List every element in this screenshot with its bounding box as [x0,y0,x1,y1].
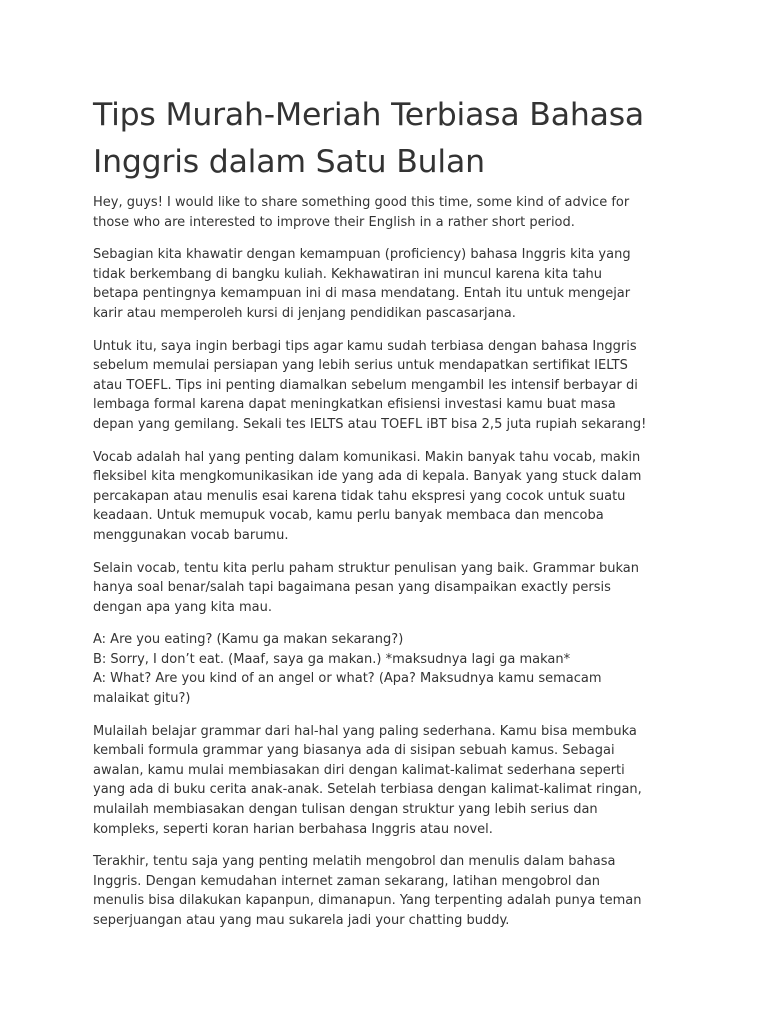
paragraph-dialogue: A: Are you eating? (Kamu ga makan sekarang?) B: Sorry, I don’t eat. (Maaf, saya ga makan.) *maksudnya lagi ga makan* A: What? Are you kind of an angel or what? (Apa? Maksudnya kamu semacam malaikat gitu?) [93,632,602,707]
document-page [93,92,678,944]
paragraph-vocab: Vocab adalah hal yang penting dalam komunikasi. Makin banyak tahu vocab, makin fleksibel kita mengkomunikasikan ide yang ada di kepala. Banyak yang stuck dalam percakapan atau menulis esai karena tidak tahu ekspresi yang cocok untuk suatu keadaan. Untuk memupuk vocab, kamu perlu banyak membaca dan mencoba menggunakan vocab barumu. [93,449,642,543]
article-title: Tips Murah-Meriah Terbiasa Bahasa Inggris dalam Satu Bulan [93,97,645,180]
paragraph-grammar-tips: Mulailah belajar grammar dari hal-hal yang paling sederhana. Kamu bisa membuka kembali formula grammar yang biasanya ada di sisipan sebuah kamus. Sebagai awalan, kamu mulai membiasakan diri dengan kalimat-kalimat sederhana seperti yang ada di buku cerita anak-anak. Setelah terbiasa dengan kalimat-kalimat ringan, mulailah membiasakan dengan tulisan dengan struktur yang lebih serius dan kompleks, seperti koran harian berbahasa Inggris atau novel. [93,723,642,837]
paragraph-concern: Sebagian kita khawatir dengan kemampuan (proficiency) bahasa Inggris kita yang tidak berkembang di bangku kuliah. Kekhawatiran ini muncul karena kita tahu betapa pentingnya kemampuan ini di masa mendatang. Entah itu untuk mengejar karir atau memperoleh kursi di jenjang pendidikan pascasarjana. [93,247,631,321]
paragraph-purpose: Untuk itu, saya ingin berbagi tips agar kamu sudah terbiasa dengan bahasa Inggris sebelum memulai persiapan yang lebih serius untuk mendapatkan sertifikat IELTS atau TOEFL. Tips ini penting diamalkan sebelum mengambil les intensif berbayar di lembaga formal karena dapat meningkatkan efisiensi investasi kamu buat masa depan yang gemilang. Sekali tes IELTS atau TOEFL iBT bisa 2,5 juta rupiah sekarang! [93,338,647,432]
paragraph-grammar: Selain vocab, tentu kita perlu paham struktur penulisan yang baik. Grammar bukan hanya soal benar/salah tapi bagaimana pesan yang disampaikan exactly persis dengan apa yang kita mau. [93,560,639,615]
paragraph-intro: Hey, guys! I would like to share something good this time, some kind of advice for those who are interested to improve their English in a rather short period. [93,195,630,230]
paragraph-practice: Terakhir, tentu saja yang penting melatih mengobrol dan menulis dalam bahasa Inggris. Dengan kemudahan internet zaman sekarang, latihan mengobrol dan menulis bisa dilakukan kapanpun, dimanapun. Yang terpenting adalah punya teman seperjuangan atau yang mau sukarela jadi your chatting buddy. [93,854,642,928]
